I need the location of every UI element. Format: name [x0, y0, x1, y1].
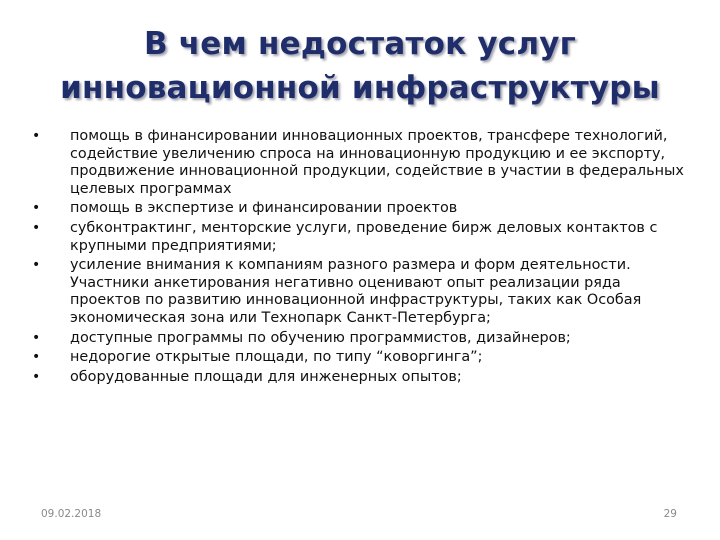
bullet-marker: • — [32, 128, 41, 144]
bullet-item — [32, 257, 692, 327]
bullet-marker: • — [32, 349, 41, 366]
bullet-marker: • — [32, 329, 41, 346]
bullet-marker: • — [32, 257, 41, 274]
bullet-item — [32, 369, 692, 387]
bullet-item — [32, 330, 692, 348]
bullet-text: оборудованные площади для инженерных опытов; — [70, 368, 462, 385]
bullet-item — [32, 349, 692, 367]
bullet-text: доступные программы по обучению программистов, дизайнеров; — [70, 329, 571, 346]
slide-title — [40, 22, 680, 110]
bullet-text: помощь в экспертизе и финансировании проектов — [70, 200, 458, 217]
bullet-item — [32, 128, 692, 198]
bullet-item — [32, 220, 692, 255]
slide-title-line-2: инновационной инфраструктуры — [60, 70, 660, 106]
bullet-marker: • — [32, 200, 41, 217]
bullet-marker: • — [32, 368, 41, 385]
bullet-text: усиление внимания к компаниям разного размера и форм деятельности. Участники анкетирования негативно оценивают опыт реализации ряда проектов по развитию инновационной инфраструктуры, таких как Особая экономическая зона или Технопарк Санкт-Петербурга; — [70, 257, 642, 326]
footer-date: 09.02.2018 — [41, 508, 102, 520]
bullet-list — [32, 128, 692, 388]
bullet-text: недорогие открытые площади, по типу “коворгинга”; — [70, 349, 483, 366]
bullet-text: субконтрактинг, менторские услуги, проведение бирж деловых контактов с крупными предприятиями; — [70, 219, 658, 254]
page-number: 29 — [663, 508, 677, 520]
bullet-marker: • — [32, 219, 41, 236]
slide-title-line-1: В чем недостаток услуг — [143, 26, 577, 62]
bullet-text: помощь в финансировании инновационных проектов, трансфере технологий, содействие увеличению спроса на инновационную продукцию и ее экспорту, продвижение инновационной продукции, содействие в участии в федеральных целевых программах — [70, 128, 684, 197]
bullet-item — [32, 200, 692, 218]
